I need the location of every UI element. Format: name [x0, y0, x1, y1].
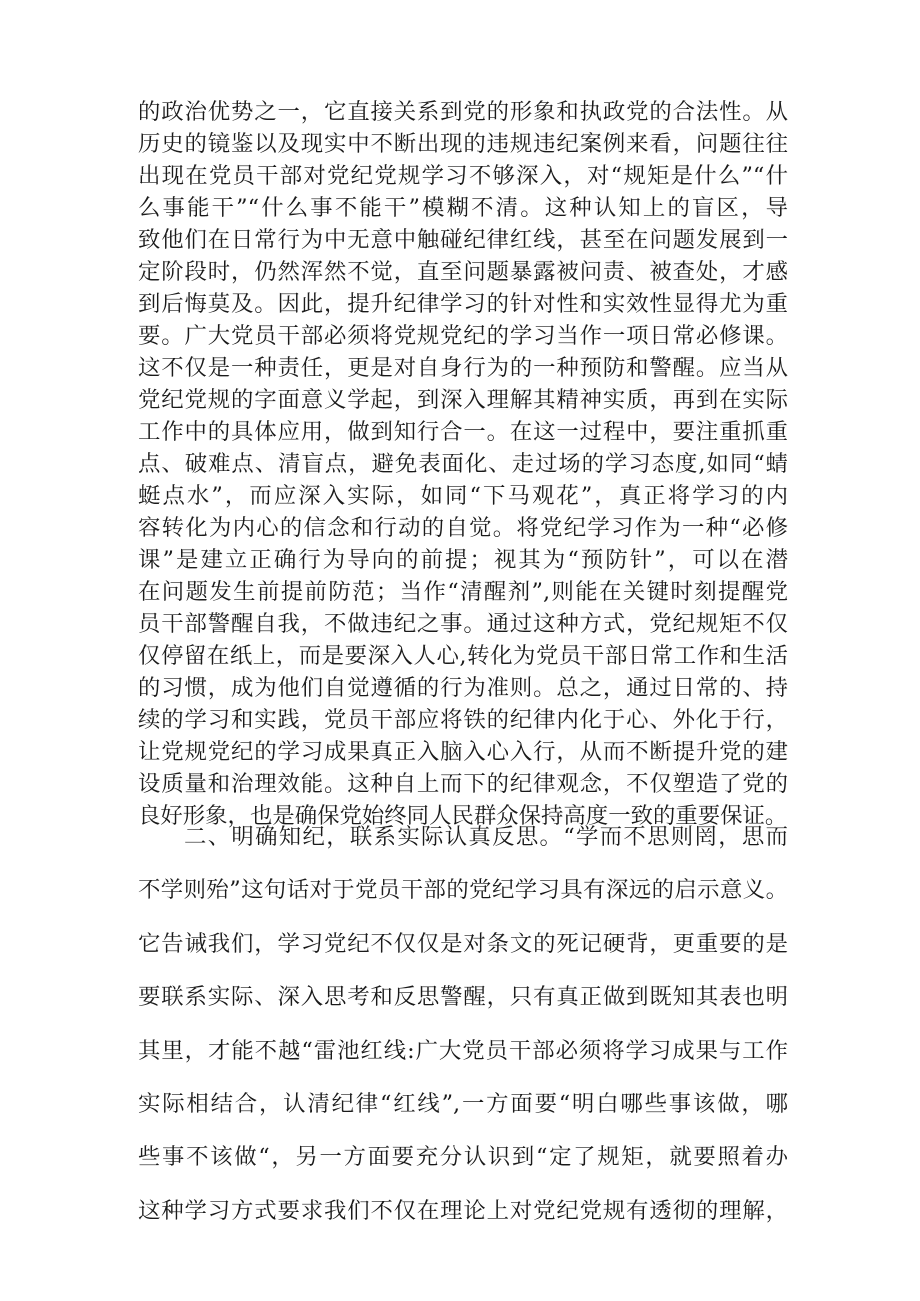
text-line: 历史的镜鉴以及现实中不断出现的违规违纪案例来看，问题往往 — [138, 131, 788, 157]
text-line: 这不仅是一种责任，更是对自身行为的一种预防和警醒。应当从 — [138, 355, 788, 381]
text-line: 其里，才能不越“雷池红线:广大党员干部必须将学习成果与工作 — [138, 1037, 788, 1064]
paragraph-discipline-study — [138, 96, 788, 832]
text-line: 蜓点水”，而应深入实际，如同“下马观花”，真正将学习的内 — [138, 483, 788, 509]
text-line: 在问题发生前提前防范；当作“清醒剂”,则能在关键时刻提醒党 — [138, 579, 788, 605]
text-line: 的习惯，成为他们自觉遵循的行为准则。总之，通过日常的、持 — [138, 675, 788, 701]
section-heading-line: 二、明确知纪，联系实际认真反思。“学而不思则罔，思而 — [184, 824, 788, 850]
text-line: 出现在党员干部对党纪党规学习不够深入，对“规矩是什么”“什 — [138, 163, 788, 189]
text-line: 仅停留在纸上，而是要深入人心,转化为党员干部日常工作和生活 — [138, 643, 788, 669]
text-line: 续的学习和实践，党员干部应将铁的纪律内化于心、外化于行， — [138, 707, 788, 733]
text-line: 要联系实际、深入思考和反思警醒，只有真正做到既知其表也明 — [138, 984, 788, 1011]
text-line: 要。广大党员干部必须将党规党纪的学习当作一项日常必修课。 — [138, 323, 788, 349]
text-line: 课”是建立正确行为导向的前提；视其为“预防针”，可以在潜 — [138, 547, 788, 573]
text-line: 良好形象，也是确保党始终同人民群众保持高度一致的重要保证。 — [138, 803, 788, 829]
text-line: 致他们在日常行为中无意中触碰纪律红线，甚至在问题发展到一 — [138, 227, 788, 253]
text-line: 定阶段时，仍然浑然不觉，直至问题暴露被问责、被查处，才感 — [138, 259, 788, 285]
text-line: 让党规党纪的学习成果真正入脑入心入行，从而不断提升党的建 — [138, 739, 788, 765]
text-line: 的政治优势之一，它直接关系到党的形象和执政党的合法性。从 — [138, 99, 788, 125]
text-line: 工作中的具体应用，做到知行合一。在这一过程中，要注重抓重 — [138, 419, 788, 445]
text-line: 到后悔莫及。因此，提升纪律学习的针对性和实效性显得尤为重 — [138, 291, 788, 317]
text-line: 些事不该做“，另一方面要充分认识到“定了规矩，就要照着办 — [138, 1144, 788, 1171]
text-line: 员干部警醒自我，不做违纪之事。通过这种方式，党纪规矩不仅 — [138, 611, 788, 637]
text-line: 实际相结合，认清纪律“红线”,一方面要“明白哪些事该做，哪 — [138, 1090, 788, 1117]
text-line: 点、破难点、清盲点，避免表面化、走过场的学习态度,如同“蜻 — [138, 451, 788, 477]
text-line: 党纪党规的字面意义学起，到深入理解其精神实质，再到在实际 — [138, 387, 788, 413]
text-line: 这种学习方式要求我们不仅在理论上对党纪党规有透彻的理解， — [138, 1197, 788, 1224]
text-line: 设质量和治理效能。这种自上而下的纪律观念，不仅塑造了党的 — [138, 771, 788, 797]
section-two-reflection — [138, 811, 788, 1238]
text-line: 么事能干”“什么事不能干”模糊不清。这种认知上的盲区，导 — [138, 195, 788, 221]
text-line: 容转化为内心的信念和行动的自觉。将党纪学习作为一种“必修 — [138, 515, 788, 541]
text-line: 它告诫我们，学习党纪不仅仅是对条文的死记硬背，更重要的是 — [138, 930, 788, 957]
text-line: 不学则殆”这句话对于党员干部的党纪学习具有深远的启示意义。 — [138, 877, 788, 904]
